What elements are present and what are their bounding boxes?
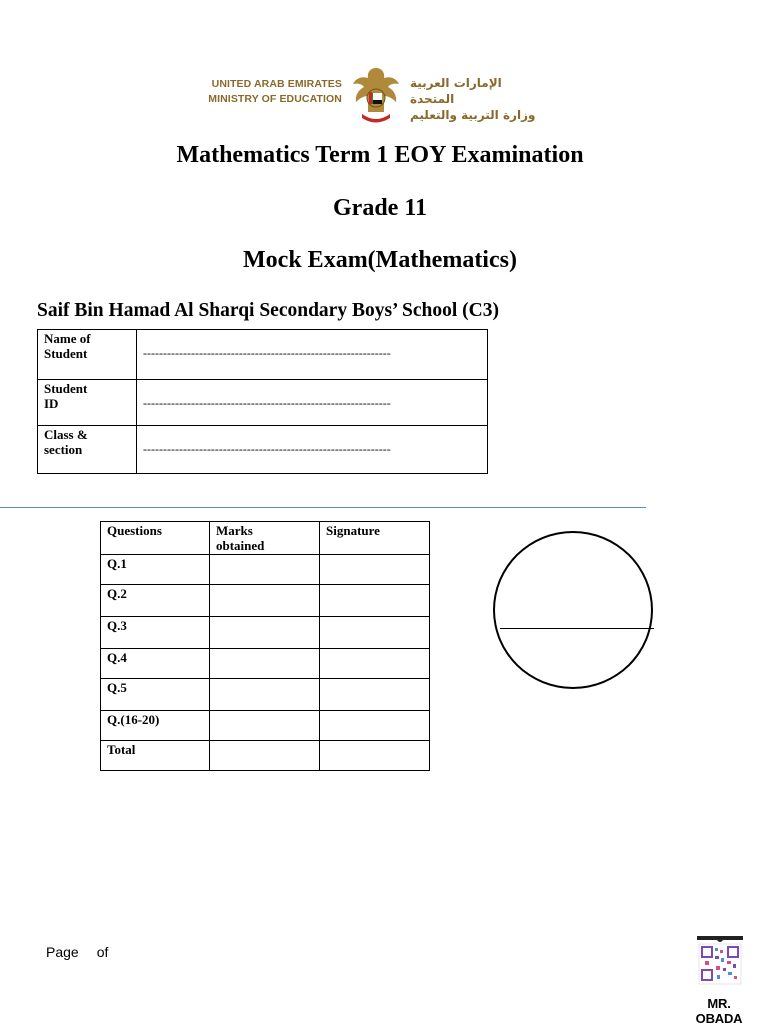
table-row [101,555,430,585]
marks-cell[interactable] [210,649,320,679]
signature-cell[interactable] [320,711,430,741]
table-row [101,711,430,741]
grade-title: Grade 11 [333,195,427,221]
question-label: Q.5 [101,679,210,711]
ministry-name-en [200,77,342,107]
table-row [38,380,488,426]
student-id-label: Student ID [38,380,137,426]
signature-cell[interactable] [320,679,430,711]
page-number [46,944,126,960]
question-label: Q.3 [101,617,210,649]
marks-cell[interactable] [210,617,320,649]
mock-exam-title: Mock Exam(Mathematics) [243,247,517,273]
marks-cell[interactable] [210,555,320,585]
signature-cell[interactable] [320,617,430,649]
divider [0,507,646,508]
signature-cell[interactable] [320,649,430,679]
header-questions: Questions [101,522,210,555]
score-circle-divider [500,628,654,629]
table-row [38,426,488,474]
signature-cell[interactable] [320,585,430,617]
ministry-name-ar [410,75,545,123]
question-label: Q.2 [101,585,210,617]
ministry-line-1: UNITED ARAB EMIRATES [211,78,342,90]
table-row [101,679,430,711]
score-circle[interactable] [493,531,653,689]
student-id-field[interactable]: -------------------------------------------------------------- [137,380,488,426]
table-row [101,585,430,617]
marks-cell[interactable] [210,711,320,741]
school-name: Saif Bin Hamad Al Sharqi Secondary Boys’ School (C3) [37,300,499,321]
of-label: of [96,944,109,960]
table-row [101,741,430,771]
brand-label: MR. OBADA [695,996,743,1026]
class-section-label: Class & section [38,426,137,474]
table-row [38,330,488,380]
marks-cell[interactable] [210,585,320,617]
total-label: Total [101,741,210,771]
header-marks-obtained: Marks obtained [210,522,320,555]
exam-title: Mathematics Term 1 EOY Examination [176,142,584,168]
question-label: Q.4 [101,649,210,679]
question-label: Q.1 [101,555,210,585]
ministry-ar-line-1: الإمارات العربية المتحدة [410,76,502,106]
marks-cell[interactable] [210,679,320,711]
header-signature: Signature [320,522,430,555]
marks-table [100,521,430,771]
ministry-line-2: MINISTRY OF EDUCATION [208,93,342,105]
table-row [101,649,430,679]
signature-cell[interactable] [320,555,430,585]
table-header-row [101,522,430,555]
total-signature-cell[interactable] [320,741,430,771]
question-label: Q.(16-20) [101,711,210,741]
qr-code-icon [697,936,743,988]
name-label: Name of Student [38,330,137,380]
class-section-field[interactable]: -------------------------------------------------------------- [137,426,488,474]
page-label: Page [46,944,79,960]
student-info-table [37,329,488,474]
name-field[interactable]: -------------------------------------------------------------- [137,330,488,380]
total-marks-cell[interactable] [210,741,320,771]
ministry-ar-line-2: وزارة التربية والتعليم [410,108,536,122]
table-row [101,617,430,649]
uae-emblem-icon [350,64,402,126]
